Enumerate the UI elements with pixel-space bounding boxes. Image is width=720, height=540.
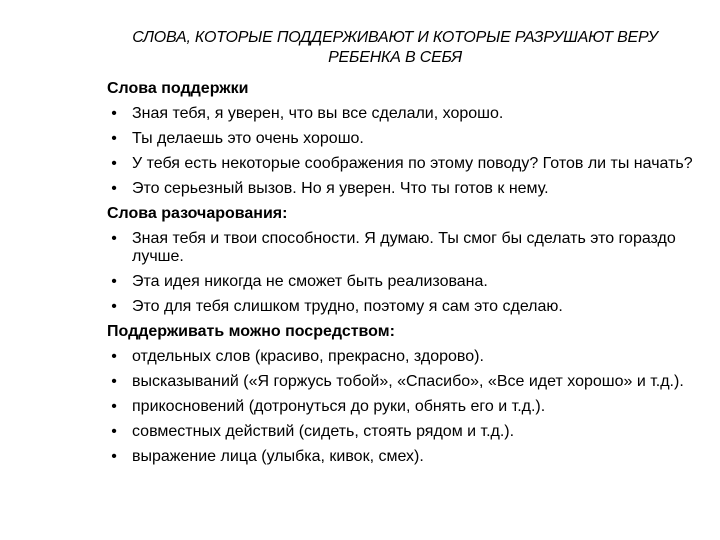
list-item — [107, 423, 697, 441]
list-item-text: Это серьезный вызов. Но я уверен. Что ты готов к нему. — [132, 180, 549, 197]
bullet-icon: • — [111, 298, 117, 315]
list-item — [107, 130, 697, 148]
bullet-icon: • — [111, 130, 117, 147]
list-item-text: Это для тебя слишком трудно, поэтому я сам это сделаю. — [132, 298, 563, 315]
list-item-text: отдельных слов (красиво, прекрасно, здорово). — [132, 348, 484, 365]
bullet-icon: • — [111, 155, 117, 172]
list-item — [107, 230, 697, 266]
bullet-icon: • — [111, 398, 117, 415]
section-heading-support: Слова поддержки — [107, 80, 249, 97]
title-line-2: РЕБЕНКА В СЕБЯ — [328, 49, 462, 66]
bullet-icon: • — [111, 105, 117, 122]
list-item-text: Зная тебя и твои способности. Я думаю. Ты смог бы сделать это гораздо лучше. — [132, 230, 676, 265]
support-means-list — [107, 348, 697, 466]
list-item — [107, 398, 697, 416]
list-item-text: У тебя есть некоторые соображения по этому поводу? Готов ли ты начать? — [132, 155, 693, 172]
list-item — [107, 373, 697, 391]
bullet-icon: • — [111, 180, 117, 197]
bullet-icon: • — [111, 448, 117, 465]
list-item-text: Ты делаешь это очень хорошо. — [132, 130, 364, 147]
list-item — [107, 155, 697, 173]
list-item — [107, 105, 697, 123]
bullet-icon: • — [111, 423, 117, 440]
section-heading-support-means: Поддерживать можно посредством: — [107, 323, 395, 340]
slide-title — [100, 28, 690, 68]
slide-content — [107, 80, 697, 473]
bullet-icon: • — [111, 273, 117, 290]
list-item-text: Эта идея никогда не сможет быть реализована. — [132, 273, 488, 290]
list-item-text: высказываний («Я горжусь тобой», «Спасибо», «Все идет хорошо» и т.д.). — [132, 373, 684, 390]
bullet-icon: • — [111, 230, 117, 247]
list-item-text: совместных действий (сидеть, стоять рядом и т.д.). — [132, 423, 515, 440]
bullet-icon: • — [111, 348, 117, 365]
list-item-text: прикосновений (дотронуться до руки, обнять его и т.д.). — [132, 398, 546, 415]
list-item — [107, 348, 697, 366]
support-words-list — [107, 105, 697, 198]
list-item-text: Зная тебя, я уверен, что вы все сделали, хорошо. — [132, 105, 504, 122]
list-item — [107, 180, 697, 198]
bullet-icon: • — [111, 373, 117, 390]
list-item — [107, 448, 697, 466]
title-line-1: СЛОВА, КОТОРЫЕ ПОДДЕРЖИВАЮТ И КОТОРЫЕ РАЗРУШАЮТ ВЕРУ — [132, 29, 658, 46]
section-heading-disappointment: Слова разочарования: — [107, 205, 288, 222]
disappointment-words-list — [107, 230, 697, 316]
list-item — [107, 298, 697, 316]
list-item-text: выражение лица (улыбка, кивок, смех). — [132, 448, 424, 465]
list-item — [107, 273, 697, 291]
